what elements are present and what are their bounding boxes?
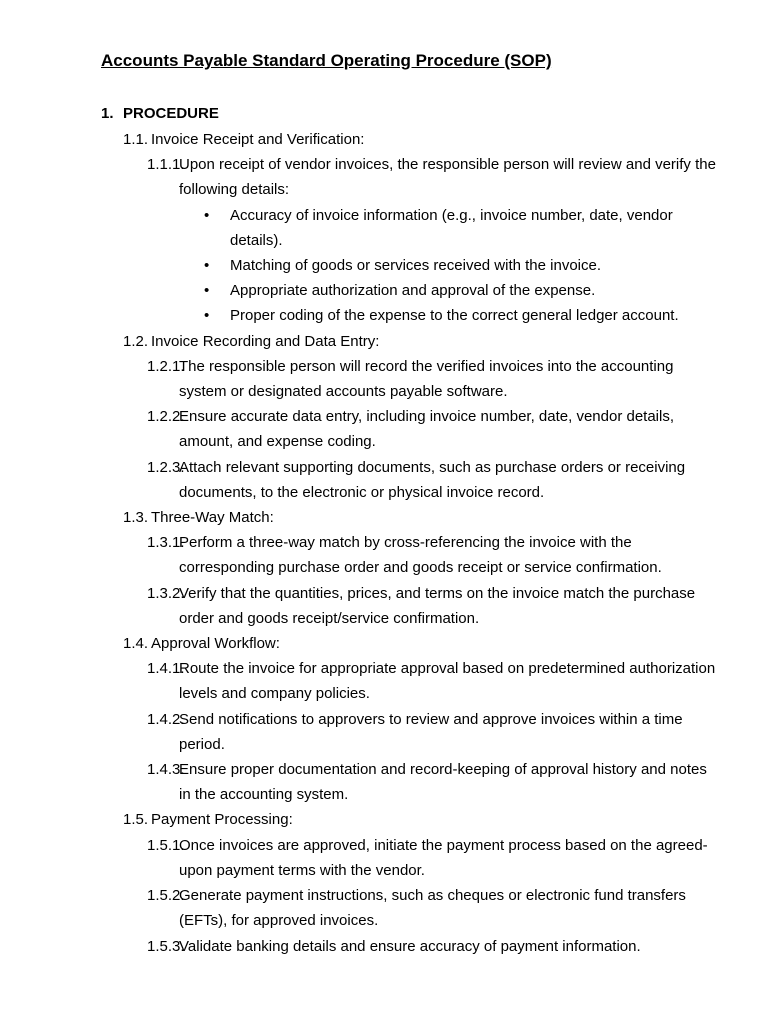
list-item-text: Attach relevant supporting documents, such as purchase orders or receiving documents, to the electronic or physical invoice record. xyxy=(179,458,686,501)
subsection-heading xyxy=(0,807,768,832)
subsection-label: Three-Way Match: xyxy=(151,509,274,527)
subsection-label: Invoice Receipt and Verification: xyxy=(151,131,365,148)
subsection-heading xyxy=(0,505,768,530)
list-item xyxy=(0,455,719,505)
list-item-text: Ensure accurate data entry, including invoice number, date, vendor details, amount, and expense coding. xyxy=(179,408,675,451)
subsection-number: 1.2. xyxy=(123,332,149,350)
subsection-heading xyxy=(0,127,768,152)
bullet-text: Appropriate authorization and approval of the expense. xyxy=(230,282,596,300)
list-item-text: Perform a three-way match by cross-referencing the invoice with the corresponding purchase order and goods receipt or service confirmation. xyxy=(179,534,662,577)
list-item xyxy=(0,354,719,404)
bullet-icon: • xyxy=(204,206,210,224)
list-item-text: Validate banking details and ensure accuracy of payment information. xyxy=(179,937,641,955)
list-item-number: 1.4.3. xyxy=(147,761,185,779)
bullet-item xyxy=(0,303,710,328)
list-item xyxy=(0,934,719,959)
list-item xyxy=(0,404,719,454)
bullet-text: Accuracy of invoice information (e.g., invoice number, date, vendor details). xyxy=(230,206,673,249)
section-heading-label: PROCEDURE xyxy=(123,105,219,122)
list-item xyxy=(0,530,719,580)
list-item-number: 1.5.2. xyxy=(147,887,185,905)
list-item-text: Verify that the quantities, prices, and terms on the invoice match the purchase order and goods receipt/service confirmation. xyxy=(179,584,696,627)
document-title: Accounts Payable Standard Operating Procedure (SOP) xyxy=(101,51,552,70)
subsection-heading xyxy=(0,329,768,354)
list-item xyxy=(0,833,719,883)
bullet-icon: • xyxy=(204,307,210,325)
bullet-icon: • xyxy=(204,282,210,300)
list-item-text: Generate payment instructions, such as cheques or electronic fund transfers (EFTs), for approved invoices. xyxy=(179,887,686,930)
list-item-number: 1.4.2. xyxy=(147,710,185,728)
subsection-heading xyxy=(0,631,768,656)
procedure-content xyxy=(0,127,768,959)
section-heading xyxy=(101,105,219,122)
subsection-label: Invoice Recording and Data Entry: xyxy=(151,332,380,350)
list-item-number: 1.2.2. xyxy=(147,408,185,426)
list-item-number: 1.3.2. xyxy=(147,584,185,602)
subsection-number: 1.4. xyxy=(123,635,149,653)
list-item-text: Route the invoice for appropriate approval based on predetermined authorization levels and company policies. xyxy=(179,660,716,703)
bullet-text: Matching of goods or services received with the invoice. xyxy=(230,257,602,275)
bullet-text: Proper coding of the expense to the correct general ledger account. xyxy=(230,307,679,325)
bullet-item xyxy=(0,278,710,303)
list-item xyxy=(0,757,719,807)
list-item-text: The responsible person will record the verified invoices into the accounting system or designated accounts payable software. xyxy=(179,357,674,401)
bullet-icon: • xyxy=(204,257,210,275)
list-item-number: 1.5.1. xyxy=(147,836,185,854)
subsection-label: Payment Processing: xyxy=(151,811,293,829)
list-item-number: 1.3.1. xyxy=(147,534,185,552)
section-heading-number: 1. xyxy=(101,105,114,122)
subsection-number: 1.1. xyxy=(123,131,149,148)
list-item xyxy=(0,656,719,706)
list-item-text: Once invoices are approved, initiate the payment process based on the agreed-upon payment terms with the vendor. xyxy=(179,836,708,879)
list-item xyxy=(0,581,719,631)
list-item-number: 1.1.1. xyxy=(147,156,185,174)
list-item xyxy=(0,707,719,757)
list-item-text: Upon receipt of vendor invoices, the responsible person will review and verify the following details: xyxy=(179,156,716,199)
subsection-label: Approval Workflow: xyxy=(151,635,280,653)
bullet-item xyxy=(0,203,710,253)
bullet-item xyxy=(0,253,710,278)
list-item-text: Ensure proper documentation and record-keeping of approval history and notes in the accounting system. xyxy=(179,761,707,804)
list-item-number: 1.2.3. xyxy=(147,458,185,476)
list-item-number: 1.5.3. xyxy=(147,937,185,955)
subsection-number: 1.3. xyxy=(123,509,149,527)
subsection-number: 1.5. xyxy=(123,811,149,829)
list-item-number: 1.2.1. xyxy=(147,357,185,375)
list-item xyxy=(0,883,719,933)
list-item-number: 1.4.1. xyxy=(147,660,185,678)
list-item xyxy=(0,152,719,202)
list-item-text: Send notifications to approvers to review and approve invoices within a time period. xyxy=(179,710,683,753)
